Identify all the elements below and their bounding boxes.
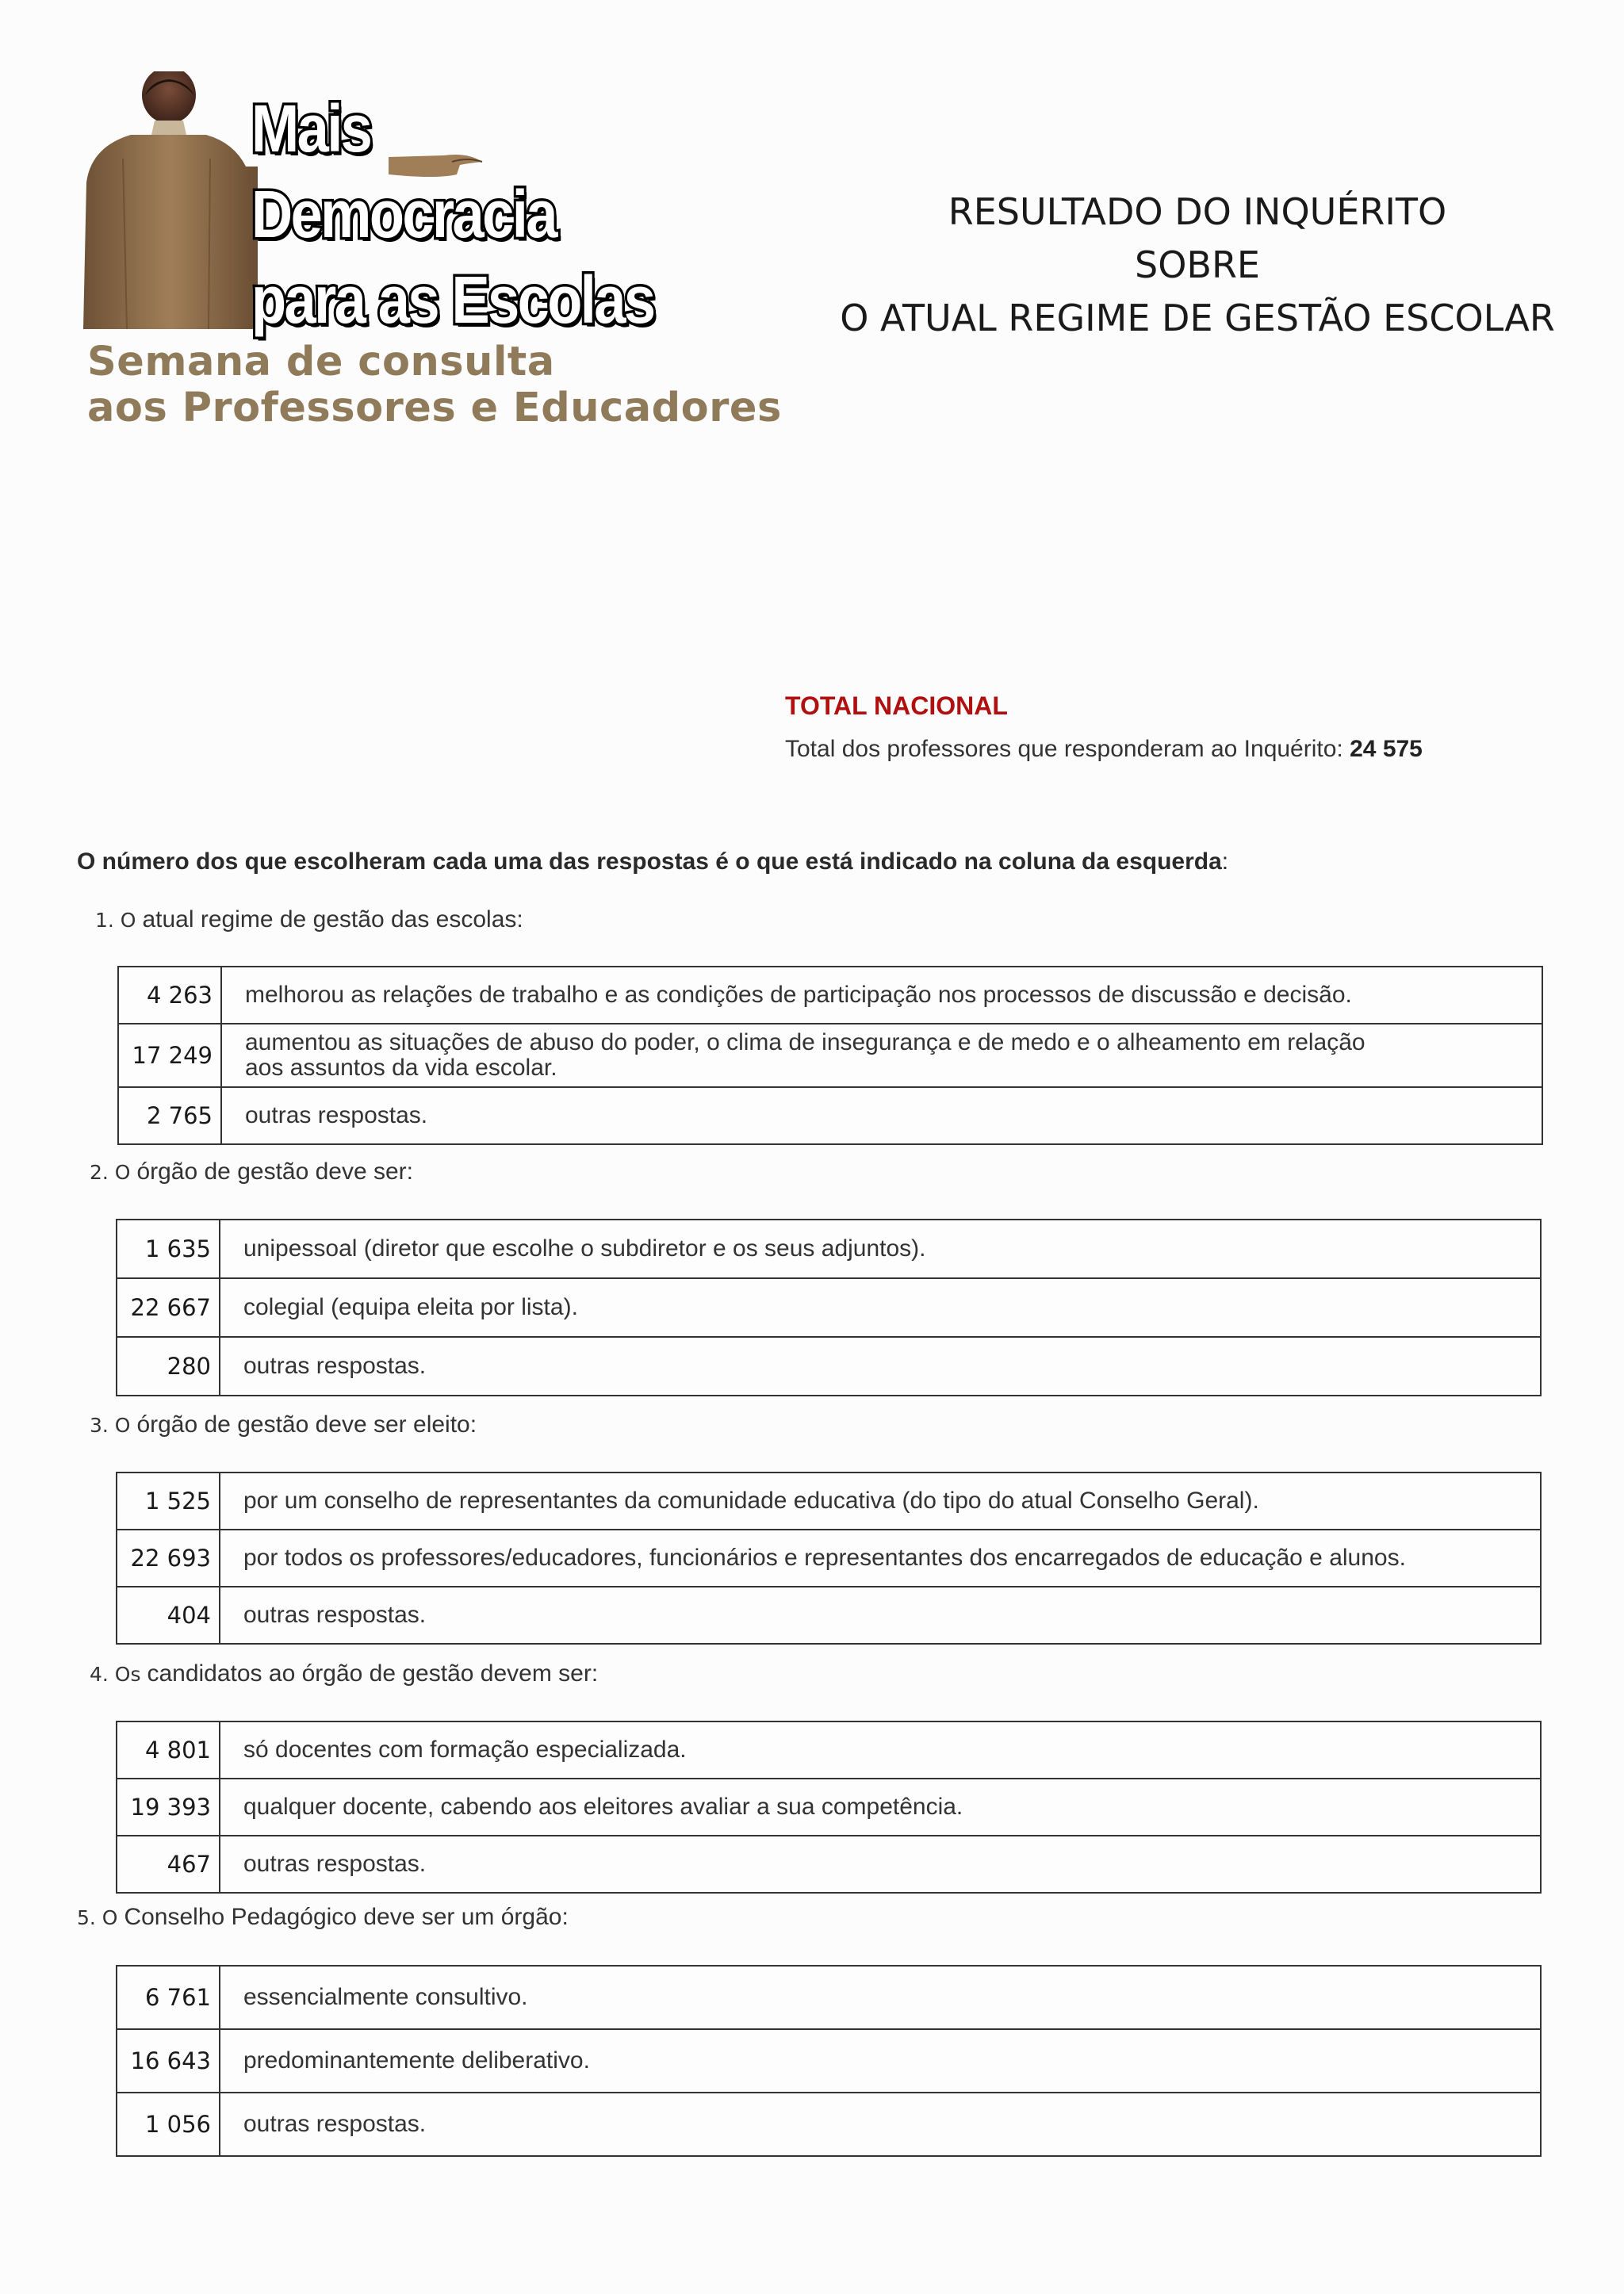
- question-text: candidatos ao órgão de gestão devem ser:: [147, 1660, 599, 1687]
- answer-text: outras respostas.: [221, 1087, 1542, 1144]
- answer-text: qualquer docente, cabendo aos eleitores avaliar a sua competência.: [220, 1779, 1541, 1836]
- table-row: [117, 1220, 1541, 1278]
- question-heading: [95, 906, 523, 933]
- answer-text: melhorou as relações de trabalho e as condições de participação nos processos de discussão e decisão.: [221, 967, 1542, 1024]
- question-heading: [77, 1904, 569, 1931]
- answer-count: 4 263: [118, 967, 221, 1024]
- answer-count: 6 761: [117, 1966, 220, 2029]
- table-row: [117, 1337, 1541, 1396]
- question-number: 4. Os: [90, 1663, 147, 1686]
- title-line-1: RESULTADO DO INQUÉRITO: [948, 190, 1447, 233]
- table-row: [118, 1024, 1542, 1087]
- answer-count: 22 693: [117, 1530, 220, 1587]
- table-row: [118, 967, 1542, 1024]
- answers-table: [116, 1472, 1542, 1645]
- answer-text: outras respostas.: [220, 1337, 1541, 1396]
- question-text: órgão de gestão deve ser eleito:: [136, 1411, 477, 1438]
- answer-count: 467: [117, 1836, 220, 1893]
- total-value: 24 575: [1350, 736, 1423, 762]
- intro-suffix: :: [1221, 848, 1229, 875]
- answers-table: [116, 1219, 1542, 1396]
- table-row: [117, 1721, 1541, 1779]
- answer-text: por um conselho de representantes da comunidade educativa (do tipo do atual Conselho Geral).: [220, 1473, 1541, 1530]
- question-heading: [90, 1158, 413, 1185]
- intro-main: O número dos que escolheram cada uma das respostas é o que está indicado na coluna da esquerda: [77, 848, 1222, 875]
- answer-count: 1 525: [117, 1473, 220, 1530]
- table-row: [117, 1587, 1541, 1644]
- answer-count: 4 801: [117, 1721, 220, 1779]
- question-heading: [90, 1411, 477, 1438]
- answer-count: 19 393: [117, 1779, 220, 1836]
- total-label: TOTAL NACIONAL: [785, 691, 1008, 720]
- table-row: [117, 1278, 1541, 1337]
- table-row: [117, 2029, 1541, 2093]
- answer-count: 17 249: [118, 1024, 221, 1087]
- question-number: 2. O: [90, 1161, 137, 1184]
- subtitle-line-2: aos Professores e Educadores: [87, 385, 782, 431]
- title-line-3: O ATUAL REGIME DE GESTÃO ESCOLAR: [840, 297, 1555, 339]
- answer-count: 1 056: [117, 2093, 220, 2156]
- campaign-subtitle: [87, 339, 782, 431]
- intro-text: [77, 848, 1228, 875]
- title-line-2: SOBRE: [1135, 243, 1260, 286]
- answers-table: [116, 1721, 1542, 1894]
- answer-text: essencialmente consultivo.: [220, 1966, 1541, 2029]
- logo-line-3: para as Escolas: [251, 262, 654, 337]
- question-text: órgão de gestão deve ser:: [136, 1158, 414, 1185]
- table-row: [117, 2093, 1541, 2156]
- answer-text: colegial (equipa eleita por lista).: [220, 1278, 1541, 1337]
- total-text: Total dos professores que responderam ao Inquérito:: [785, 736, 1343, 762]
- total-line: [785, 736, 1423, 763]
- campaign-logo: [75, 71, 694, 341]
- question-number: 1. O: [95, 909, 143, 932]
- answers-table: [116, 1965, 1542, 2157]
- answer-count: 2 765: [118, 1087, 221, 1144]
- table-row: [117, 1530, 1541, 1587]
- answer-count: 1 635: [117, 1220, 220, 1278]
- answers-table: [117, 966, 1543, 1145]
- answer-text: outras respostas.: [220, 2093, 1541, 2156]
- table-row: [117, 1779, 1541, 1836]
- answer-text: unipessoal (diretor que escolhe o subdiretor e os seus adjuntos).: [220, 1220, 1541, 1278]
- table-row: [118, 1087, 1542, 1144]
- table-row: [117, 1473, 1541, 1530]
- page-title: [801, 186, 1594, 345]
- question-text: Conselho Pedagógico deve ser um órgão:: [124, 1904, 569, 1930]
- answer-text: por todos os professores/educadores, funcionários e representantes dos encarregados de educação e alunos.: [220, 1530, 1541, 1587]
- answer-count: 16 643: [117, 2029, 220, 2093]
- answer-text: só docentes com formação especializada.: [220, 1721, 1541, 1779]
- question-heading: [90, 1660, 598, 1687]
- table-row: [117, 1836, 1541, 1893]
- pointing-man-figure: [75, 71, 258, 329]
- table-row: [117, 1966, 1541, 2029]
- answer-text: outras respostas.: [220, 1587, 1541, 1644]
- answer-text: aumentou as situações de abuso do poder, o clima de insegurança e de medo e o alheamento em relação aos assuntos da vida escolar.: [221, 1024, 1542, 1087]
- answer-count: 404: [117, 1587, 220, 1644]
- answer-text: predominantemente deliberativo.: [220, 2029, 1541, 2093]
- answer-count: 22 667: [117, 1278, 220, 1337]
- logo-line-1: Mais: [251, 91, 371, 166]
- logo-line-2: Democracia: [251, 177, 556, 251]
- subtitle-line-1: Semana de consulta: [87, 339, 555, 385]
- question-number: 3. O: [90, 1414, 137, 1437]
- question-text: atual regime de gestão das escolas:: [142, 906, 523, 933]
- answer-text: outras respostas.: [220, 1836, 1541, 1893]
- answer-count: 280: [117, 1337, 220, 1396]
- question-number: 5. O: [77, 1906, 124, 1929]
